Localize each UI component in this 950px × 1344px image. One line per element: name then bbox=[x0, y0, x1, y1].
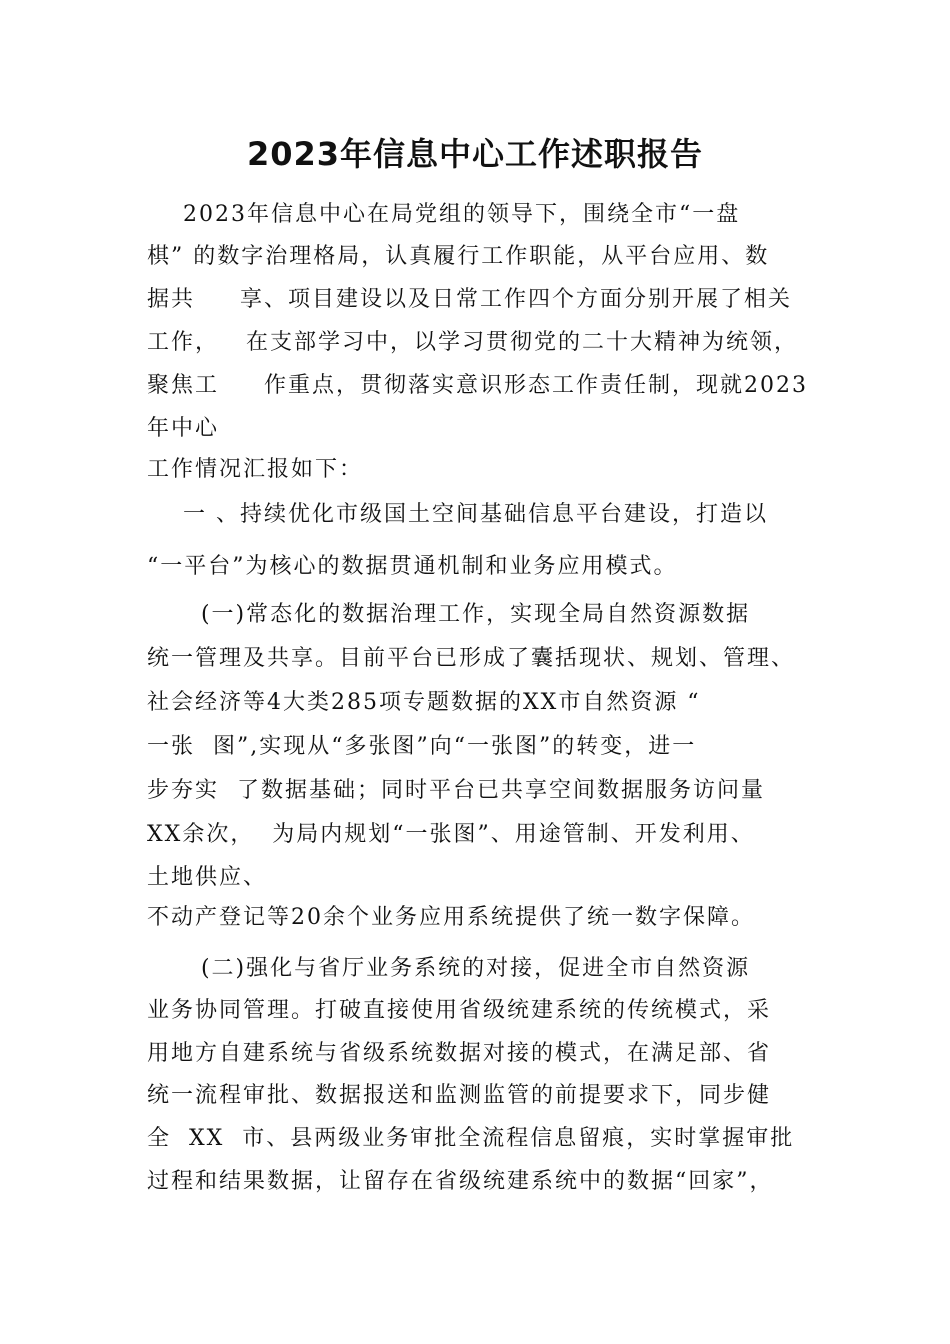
paragraph-line: (一)常态化的数据治理工作，实现全局自然资源数据 bbox=[147, 602, 751, 627]
paragraph-line: 棋” 的数字治理格局，认真履行工作职能，从平台应用、数 bbox=[147, 244, 770, 269]
paragraph-line: 据共 享、项目建设以及日常工作四个方面分别开展了相关 bbox=[147, 287, 792, 312]
heading-line: 一 、持续优化市级国土空间基础信息平台建设，打造以 bbox=[147, 502, 768, 527]
document-title: 2023年信息中心工作述职报告 bbox=[246, 135, 704, 173]
paragraph-line: 不动产登记等20余个业务应用系统提供了统一数字保障。 bbox=[147, 905, 755, 930]
paragraph-line: 统一流程审批、数据报送和监测监管的前提要求下，同步健 bbox=[147, 1083, 772, 1108]
paragraph-line: 工作， 在支部学习中，以学习贯彻党的二十大精神为统领， bbox=[147, 330, 798, 355]
paragraph-line: 聚焦工 作重点，贯彻落实意识形态工作责任制，现就2023 bbox=[147, 373, 808, 398]
paragraph-line: 步夯实 了数据基础；同时平台已共享空间数据服务访问量 bbox=[147, 778, 765, 803]
paragraph-line: 过程和结果数据，让留存在省级统建系统中的数据“回家”， bbox=[147, 1169, 774, 1194]
paragraph-line: 2023年信息中心在局党组的领导下，围绕全市“一盘 bbox=[147, 202, 741, 227]
heading-line: “一平台”为核心的数据贯通机制和业务应用模式。 bbox=[147, 554, 678, 579]
paragraph-line: 工作情况汇报如下： bbox=[147, 457, 364, 482]
paragraph-line: 全 XX 市、县两级业务审批全流程信息留痕，实时掌握审批 bbox=[147, 1126, 795, 1151]
paragraph-line: XX余次， 为局内规划“一张图”、用途管制、开发利用、 bbox=[147, 822, 755, 847]
paragraph-line: 统一管理及共享。目前平台已形成了囊括现状、规划、管理、 bbox=[147, 646, 796, 671]
paragraph-line: 土地供应、 bbox=[147, 865, 268, 890]
paragraph-line: 社会经济等4大类285项专题数据的XX市自然资源 “ bbox=[147, 690, 701, 715]
paragraph-line: 业务协同管理。打破直接使用省级统建系统的传统模式，采 bbox=[147, 998, 772, 1023]
paragraph-line: 用地方自建系统与省级系统数据对接的模式，在满足部、省 bbox=[147, 1041, 772, 1066]
paragraph-line: 一张 图”,实现从“多张图”向“一张图”的转变，进一 bbox=[147, 734, 697, 759]
paragraph-line: 年中心 bbox=[147, 416, 220, 441]
paragraph-line: (二)强化与省厅业务系统的对接，促进全市自然资源 bbox=[147, 956, 751, 981]
